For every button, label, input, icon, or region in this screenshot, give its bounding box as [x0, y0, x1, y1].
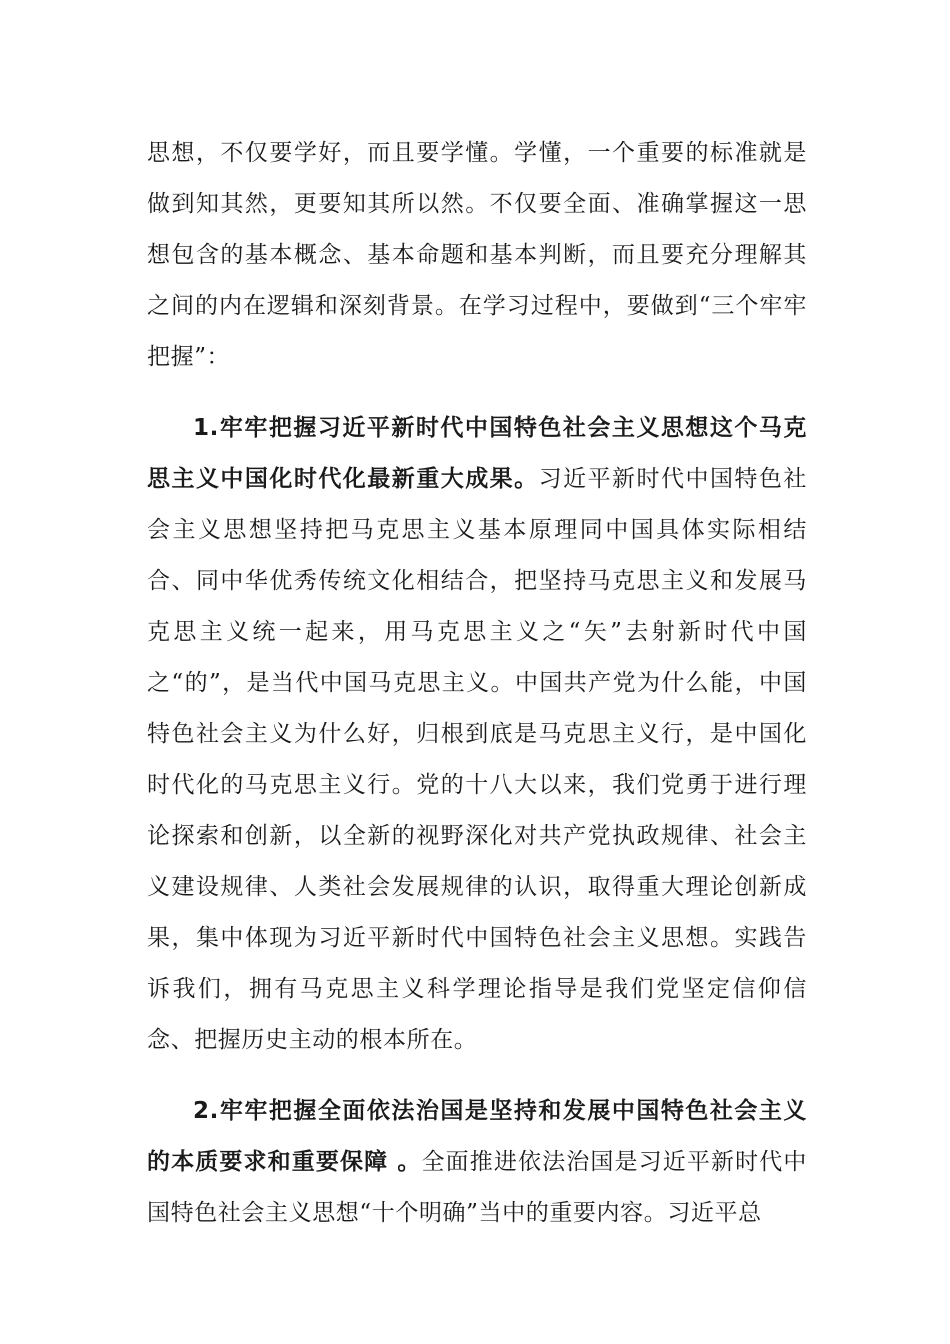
paragraph-point-2 [147, 1086, 807, 1239]
paragraph-point-1 [147, 403, 807, 1066]
point-1-heading: 1.牢牢把握习近平新时代中国特色社会主义思想这个马克思主义中国化时代化最新重大成果。 [147, 415, 807, 492]
point-1-text: 习近平新时代中国特色社会主义思想坚持把马克思主义基本原理同中国具体实际相结合、同中华优秀传统文化相结合，把坚持马克思主义和发展马克思主义统一起来，用马克思主义之“矢”去射新时代中国之“的”，是当代中国马克思主义。中国共产党为什么能，中国特色社会主义为什么好，归根到底是马克思主义行，是中国化时代化的马克思主义行。党的十八大以来，我们党勇于进行理论探索和创新，以全新的视野深化对共产党执政规律、社会主义建设规律、人类社会发展规律的认识，取得重大理论创新成果，集中体现为习近平新时代中国特色社会主义思想。实践告诉我们，拥有马克思主义科学理论指导是我们党坚定信仰信念、把握历史主动的根本所在。 [147, 466, 807, 1053]
paragraph-intro-text: 思想，不仅要学好，而且要学懂。学懂，一个重要的标准就是做到知其然，更要知其所以然。不仅要全面、准确掌握这一思想包含的基本概念、基本命题和基本判断，而且要充分理解其之间的内在逻辑和深刻背景。在学习过程中，要做到“三个牢牢把握”： [147, 140, 807, 370]
point-2-heading: 2.牢牢把握全面依法治国是坚持和发展中国特色社会主义的本质要求和重要保障 。 [147, 1098, 807, 1175]
document-body [147, 128, 807, 1239]
point-2-text: 全面推进依法治国是习近平新时代中国特色社会主义思想“十个明确”当中的重要内容。习近平总 [147, 1149, 807, 1226]
paragraph-intro [147, 128, 807, 383]
